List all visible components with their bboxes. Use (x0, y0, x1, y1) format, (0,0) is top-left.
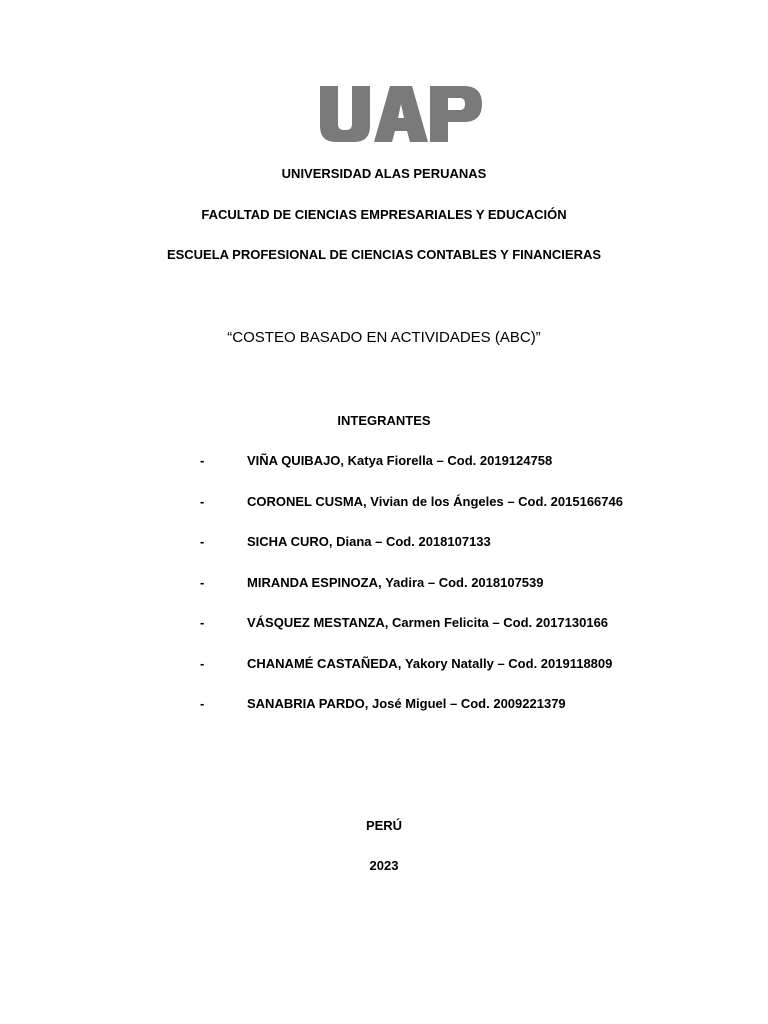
member-surname: SICHA CURO, (247, 534, 333, 549)
member-bullet: - (200, 575, 205, 590)
uap-logo-graphic (318, 84, 484, 144)
year: 2023 (369, 858, 399, 873)
members-heading: INTEGRANTES (337, 413, 431, 428)
member-bullet: - (200, 453, 205, 468)
member-bullet: - (200, 696, 205, 711)
member-surname: SANABRIA PARDO, (247, 696, 369, 711)
member-surname: VÁSQUEZ MESTANZA, (247, 615, 389, 630)
member-code: – Cod. 2018107539 (427, 575, 544, 590)
member-row (0, 615, 768, 631)
member-given-name: Carmen Felicita (391, 615, 489, 630)
university-name: UNIVERSIDAD ALAS PERUANAS (281, 166, 487, 181)
member-given-name: Diana (336, 534, 372, 549)
country: PERÚ (365, 818, 403, 833)
member-entry (247, 696, 566, 712)
member-code: – Cod. 2019118809 (497, 656, 613, 671)
university-logo (318, 84, 484, 144)
member-bullet: - (200, 494, 205, 509)
member-surname: CHANAMÉ CASTAÑEDA, (247, 656, 402, 671)
member-surname: VIÑA QUIBAJO, (247, 453, 345, 468)
member-given-name: José Miguel (371, 696, 447, 711)
member-bullet: - (200, 615, 205, 630)
school-name: ESCUELA PROFESIONAL DE CIENCIAS CONTABLES Y FINANCIERAS (166, 247, 602, 262)
member-row (0, 494, 768, 510)
member-code: – Cod. 2015166746 (507, 494, 623, 509)
member-code: – Cod. 2017130166 (492, 615, 609, 630)
member-given-name: Vivian de los Ángeles (370, 494, 504, 509)
member-row (0, 656, 768, 672)
member-entry (247, 656, 612, 672)
member-bullet: - (200, 534, 205, 549)
member-row (0, 534, 768, 550)
member-code: – Cod. 2019124758 (436, 453, 553, 468)
member-surname: CORONEL CUSMA, (247, 494, 367, 509)
faculty-name: FACULTAD DE CIENCIAS EMPRESARIALES Y EDUCACIÓN (201, 207, 567, 222)
member-given-name: Katya Fiorella (347, 453, 433, 468)
document-title: “COSTEO BASADO EN ACTIVIDADES (ABC)” (227, 329, 541, 346)
member-given-name: Yakory Natally (404, 656, 494, 671)
member-entry (247, 615, 608, 631)
member-entry (247, 534, 491, 550)
member-row (0, 696, 768, 712)
member-entry (247, 575, 544, 591)
member-code: – Cod. 2018107133 (375, 534, 491, 549)
member-row (0, 575, 768, 591)
member-entry (247, 494, 623, 510)
member-row (0, 453, 768, 469)
member-entry (247, 453, 552, 469)
member-bullet: - (200, 656, 205, 671)
member-code: – Cod. 2009221379 (450, 696, 566, 711)
member-given-name: Yadira (385, 575, 425, 590)
member-surname: MIRANDA ESPINOZA, (247, 575, 382, 590)
